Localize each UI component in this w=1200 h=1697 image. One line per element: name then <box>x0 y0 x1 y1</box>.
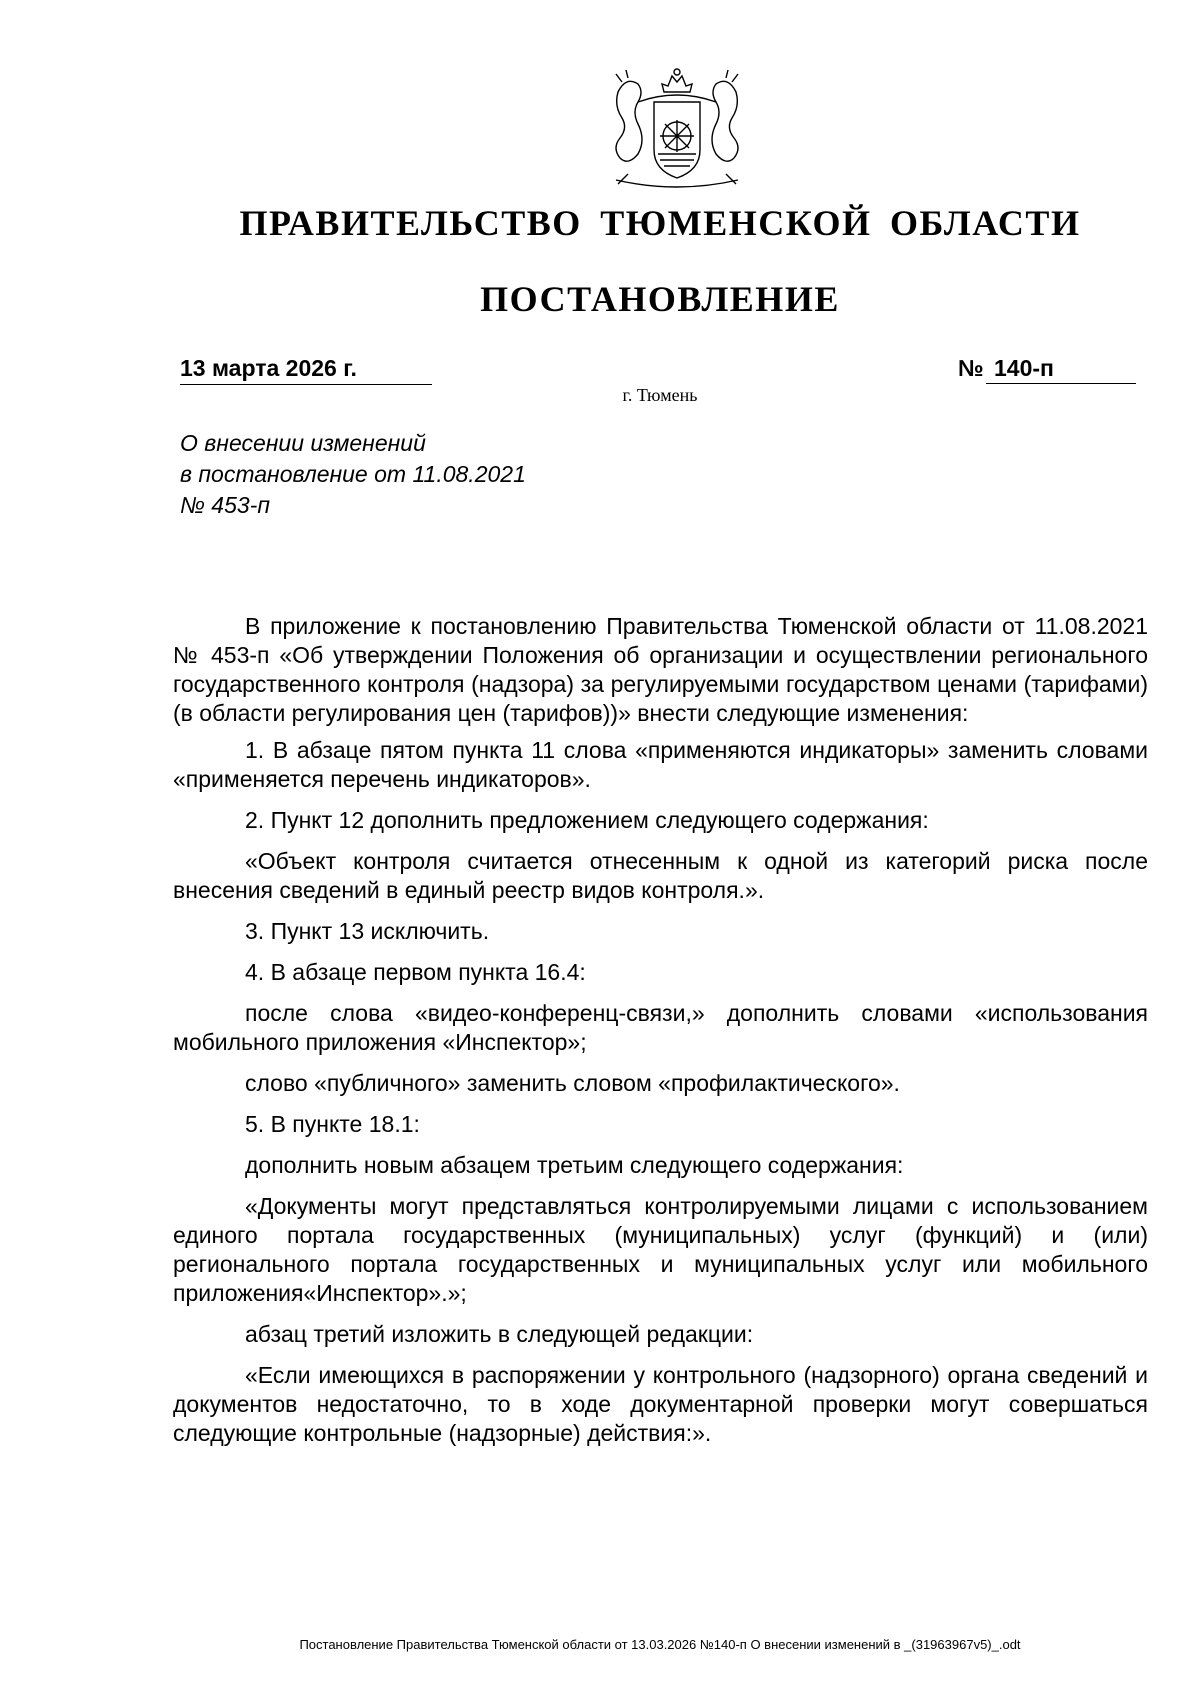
number-sign: № <box>958 355 984 381</box>
body-paragraph: 2. Пункт 12 дополнить предложением следующего содержания: <box>245 807 929 833</box>
subject-line: в постановление от 11.08.2021 <box>180 461 526 487</box>
body-paragraph: «Объект контроля считается отнесенным к одной из категорий риска после внесения сведений в единый реестр видов контроля.». <box>173 848 1148 903</box>
organization-title: ПРАВИТЕЛЬСТВО ТЮМЕНСКОЙ ОБЛАСТИ <box>239 203 1081 243</box>
subject-line: № 453-п <box>180 492 270 518</box>
body-paragraph: дополнить новым абзацем третьим следующего содержания: <box>245 1152 904 1178</box>
document-body <box>173 612 1148 1460</box>
city: г. Тюмень <box>622 385 698 405</box>
body-paragraph: абзац третий изложить в следующей редакции: <box>245 1321 754 1347</box>
body-paragraph: после слова «видео-конференц-связи,» дополнить словами «использования мобильного приложения «Инспектор»; <box>173 1000 1148 1055</box>
body-paragraph: 3. Пункт 13 исключить. <box>245 918 490 944</box>
subject-line: О внесении изменений <box>180 430 426 456</box>
coat-of-arms-icon <box>598 62 756 194</box>
body-paragraph: 5. В пункте 18.1: <box>245 1111 420 1137</box>
body-paragraph: «Документы могут представляться контролируемыми лицами с использованием единого портала государственных (муниципальных) услуг (функций) и (или) регионального портала государственных и муниципальных услуг или мобильного приложения«Инспектор».»; <box>173 1193 1148 1306</box>
body-paragraph: «Если имеющихся в распоряжении у контрольного (надзорного) органа сведений и документов недостаточно, то в ходе документарной проверки могут совершаться следующие контрольные (надзорные) действия:». <box>173 1362 1148 1446</box>
document-date: 13 марта 2026 г. <box>180 354 432 385</box>
document-subject <box>180 428 526 521</box>
document-footer: Постановление Правительства Тюменской области от 13.03.2026 №140-п О внесении изменений в _(31963967v5)_.odt <box>299 1637 1021 1652</box>
body-paragraph: слово «публичного» заменить словом «профилактического». <box>245 1070 900 1096</box>
body-paragraph: В приложение к постановлению Правительства Тюменской области от 11.08.2021 № 453-п «Об утверждении Положения об организации и осуществлении регионального государственного контроля (надзора) за регулируемыми государством ценами (тарифами) (в области регулирования цен (тарифов))» внести следующие изменения: <box>173 613 1148 726</box>
document-type-title: ПОСТАНОВЛЕНИЕ <box>480 279 840 319</box>
document-number: 140-п <box>986 354 1136 384</box>
body-paragraph: 4. В абзаце первом пункта 16.4: <box>245 959 586 985</box>
body-paragraph: 1. В абзаце пятом пункта 11 слова «применяются индикаторы» заменить словами «применяется перечень индикаторов». <box>173 737 1148 792</box>
